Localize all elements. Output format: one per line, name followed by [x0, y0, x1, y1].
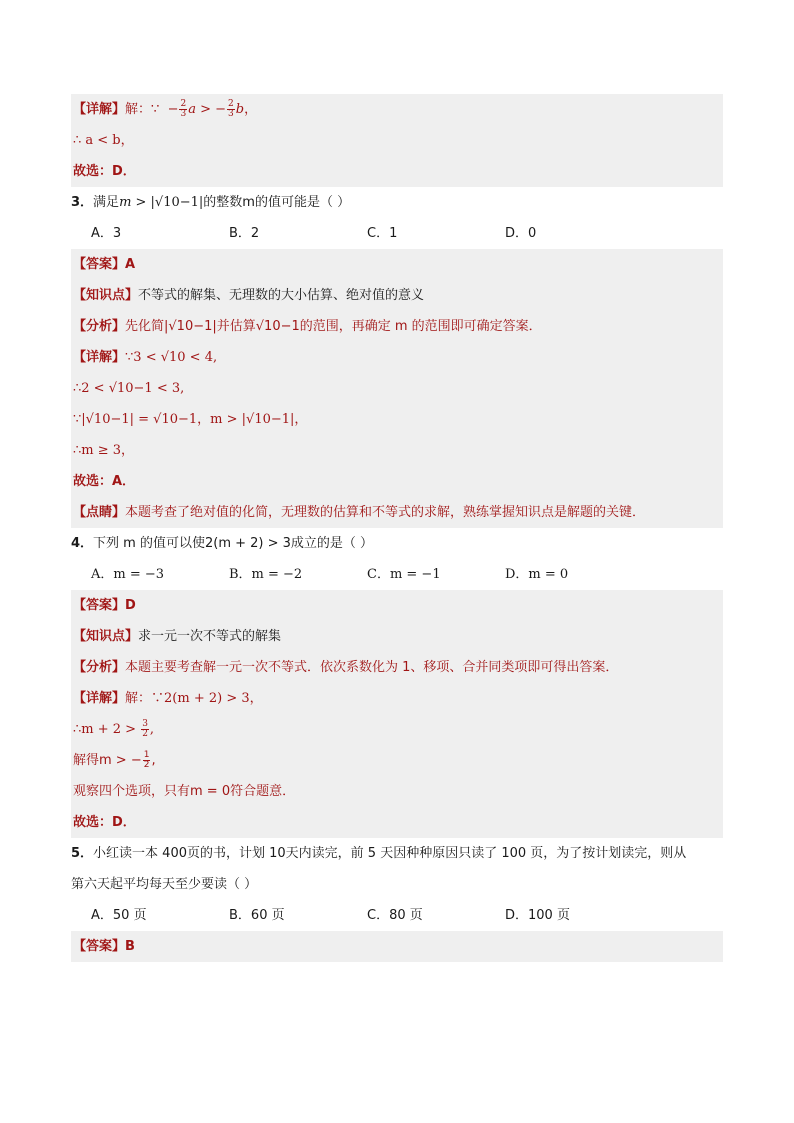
option-b: B．60 页 [229, 908, 285, 923]
detail-line: 【详解】解：∵ − $\frac{2}{3}$ a > − $\frac{2}{3}$ b， [73, 99, 258, 119]
option-d: D．100 页 [505, 908, 570, 923]
option-b: B．2 [229, 226, 260, 241]
solution-block-q3 [71, 249, 723, 528]
option-a: A．m = −3 [91, 567, 165, 582]
question-3: 3．满足m > |√10−1|的整数m的值可能是（ ） [71, 195, 351, 210]
solution-block-q5 [71, 931, 723, 962]
comment-line: 【点睛】本题考查了绝对值的化简，无理数的估算和不等式的求解，熟练掌握知识点是解题的关键． [73, 505, 646, 520]
question-4: 4．下列 m 的值可以使2(m + 2) > 3成立的是（ ） [71, 536, 374, 551]
option-a: A．50 页 [91, 908, 147, 923]
answer-line: 【答案】A [73, 257, 136, 272]
question-5: 5．小红读一本 400页的书，计划 10天内读完，前 5 天因种种原因只读了 100 页，为了按计划读完，则从 [71, 846, 687, 861]
option-b: B．m = −2 [229, 567, 303, 582]
detail-line: ∴2 < √10−1 < 3, [73, 381, 185, 396]
detail-line: ∴m ≥ 3， [73, 443, 135, 458]
question-4-options [71, 559, 723, 590]
analysis-line: 【分析】先化简|√10−1|并估算√10−1的范围，再确定 m 的范围即可确定答案． [73, 319, 542, 334]
option-c: C．80 页 [367, 908, 423, 923]
answer-line: 【答案】B [73, 939, 135, 954]
knowledge-line: 【知识点】求一元一次不等式的解集 [73, 629, 282, 644]
choice-line: 故选：A． [73, 474, 136, 489]
option-d: D．0 [505, 226, 537, 241]
solution-block-q4 [71, 590, 723, 838]
detail-line: 解得m > − $\frac{1}{2}$ , [73, 750, 156, 770]
detail-line: 【详解】解：∵2(m + 2) > 3， [73, 691, 263, 706]
option-d: D．m = 0 [505, 567, 569, 582]
therefore-line: ∴ a < b， [73, 133, 134, 148]
option-c: C．1 [367, 226, 398, 241]
detail-line: 观察四个选项，只有m = 0符合题意． [73, 784, 296, 799]
choice-line: 故选：D． [73, 815, 136, 830]
option-c: C．m = −1 [367, 567, 441, 582]
document-page [71, 94, 723, 962]
choice-line: 故选：D． [73, 164, 136, 179]
detail-line: ∴m + 2 > $\frac{3}{2}$ , [73, 719, 155, 739]
solution-block-q2 [71, 94, 723, 187]
detail-line: ∵|√10−1| = √10−1，m > |√10−1|， [73, 412, 308, 427]
question-3-options [71, 218, 723, 249]
question-5-cont: 第六天起平均每天至少要读（ ） [71, 877, 258, 892]
analysis-line: 【分析】本题主要考查解一元一次不等式．依次系数化为 1、移项、合并同类项即可得出答案． [73, 660, 619, 675]
option-a: A．3 [91, 226, 122, 241]
knowledge-line: 【知识点】不等式的解集、无理数的大小估算、绝对值的意义 [73, 288, 425, 303]
answer-line: 【答案】D [73, 598, 136, 613]
question-5-options [71, 900, 723, 931]
detail-line: 【详解】∵3 < √10 < 4, [73, 350, 218, 365]
